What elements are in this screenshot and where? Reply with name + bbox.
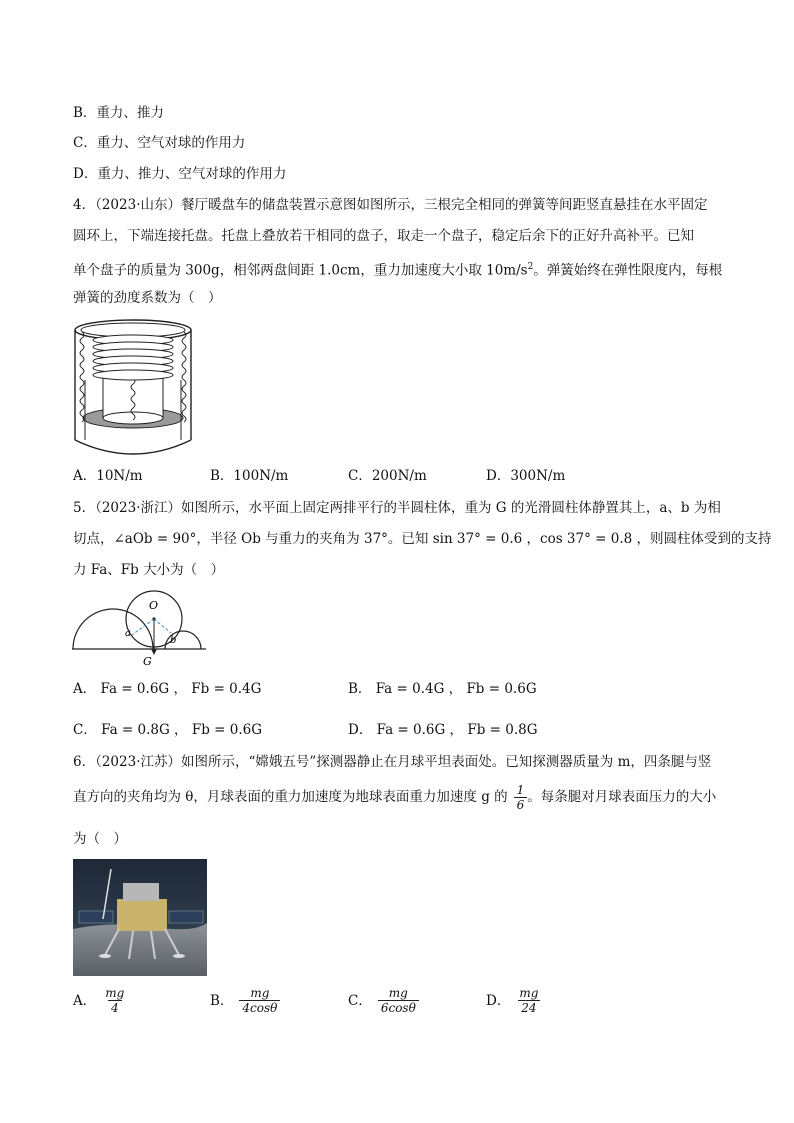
q4-stem-line1: 4．（2023·山东）餐厅暖盘车的储盘装置示意图如图所示，三根完全相同的弹簧等间距竖直悬挂在水平固定 [73, 197, 708, 213]
change5-lander-photo [73, 859, 207, 976]
q5-stem-line3: 力 Fa、Fb 大小为（ ） [73, 562, 225, 578]
q4-stem-line3: 单个盘子的质量为 300g，相邻两盘间距 1.0cm，重力加速度大小取 $10m/s^2$。弹簧始终在弹性限度内，每根 [73, 262, 723, 279]
q3-option-b: B．重力、推力 [73, 105, 164, 121]
q5-stem-line1: 5．（2023·浙江）如图所示，水平面上固定两排平行的半圆柱体，重为 G 的光滑圆柱体静置其上，a、b 为相 [73, 500, 721, 516]
plate-warmer-spring-figure [70, 318, 196, 458]
q5-stem-line2: 切点，∠aOb = 90°，半径 Ob 与重力的夹角为 37°。已知 sin 37° = 0.6 ，cos 37° = 0.8 ，则圆柱体受到的支持 [73, 531, 772, 547]
q5-option-b: B． Fa = 0.4G ， Fb = 0.6G [348, 681, 537, 697]
one-sixth-fraction: $\frac{1}{6}$ [514, 783, 528, 812]
q6-stem-line3: 为（ ） [73, 831, 127, 847]
fig-label-o: O [149, 599, 159, 612]
q6-stem-line1: 6．（2023·江苏）如图所示，“嫦娥五号”探测器静止在月球平坦表面处。已知探测器质量为 m，四条腿与竖 [73, 754, 712, 770]
cylinder-support-figure [70, 587, 210, 669]
q5-option-c: C． Fa = 0.8G ， Fb = 0.6G [73, 722, 263, 738]
q6-option-b: B． $\frac{mg}{4\cos\theta}$ [210, 986, 280, 1015]
q4-option-b: B．100N/m [210, 468, 289, 484]
q3-option-d: D．重力、推力、空气对球的作用力 [73, 166, 287, 182]
q4-stem-line4: 弹簧的劲度系数为（ ） [73, 290, 222, 306]
q5-option-d: D． Fa = 0.6G ， Fb = 0.8G [348, 722, 538, 738]
q3-option-c: C．重力、空气对球的作用力 [73, 135, 246, 151]
q4-option-c: C．200N/m [348, 468, 427, 484]
q4-option-d: D．300N/m [486, 468, 566, 484]
fig-label-a: a [125, 628, 131, 639]
fig-label-b: b [170, 635, 177, 646]
q4-stem-line2: 圆环上，下端连接托盘。托盘上叠放若干相同的盘子，取走一个盘子，稳定后余下的正好升高补平。已知 [73, 228, 694, 244]
q6-option-c: C． $\frac{mg}{6\cos\theta}$ [348, 986, 419, 1015]
fig-label-g: G [143, 655, 152, 668]
q6-option-d: D． $\frac{mg}{24}$ [486, 986, 539, 1015]
q4-option-a: A．10N/m [73, 468, 143, 484]
q6-stem-line2: 直方向的夹角均为 θ，月球表面的重力加速度为地球表面重力加速度 g 的 $\frac{1}{6}$ 。每条腿对月球表面压力的大小 [73, 783, 717, 812]
q5-option-a: A． Fa = 0.6G ， Fb = 0.4G [73, 681, 262, 697]
q6-option-a: A． $\frac{mg}{4}$ [73, 986, 125, 1015]
